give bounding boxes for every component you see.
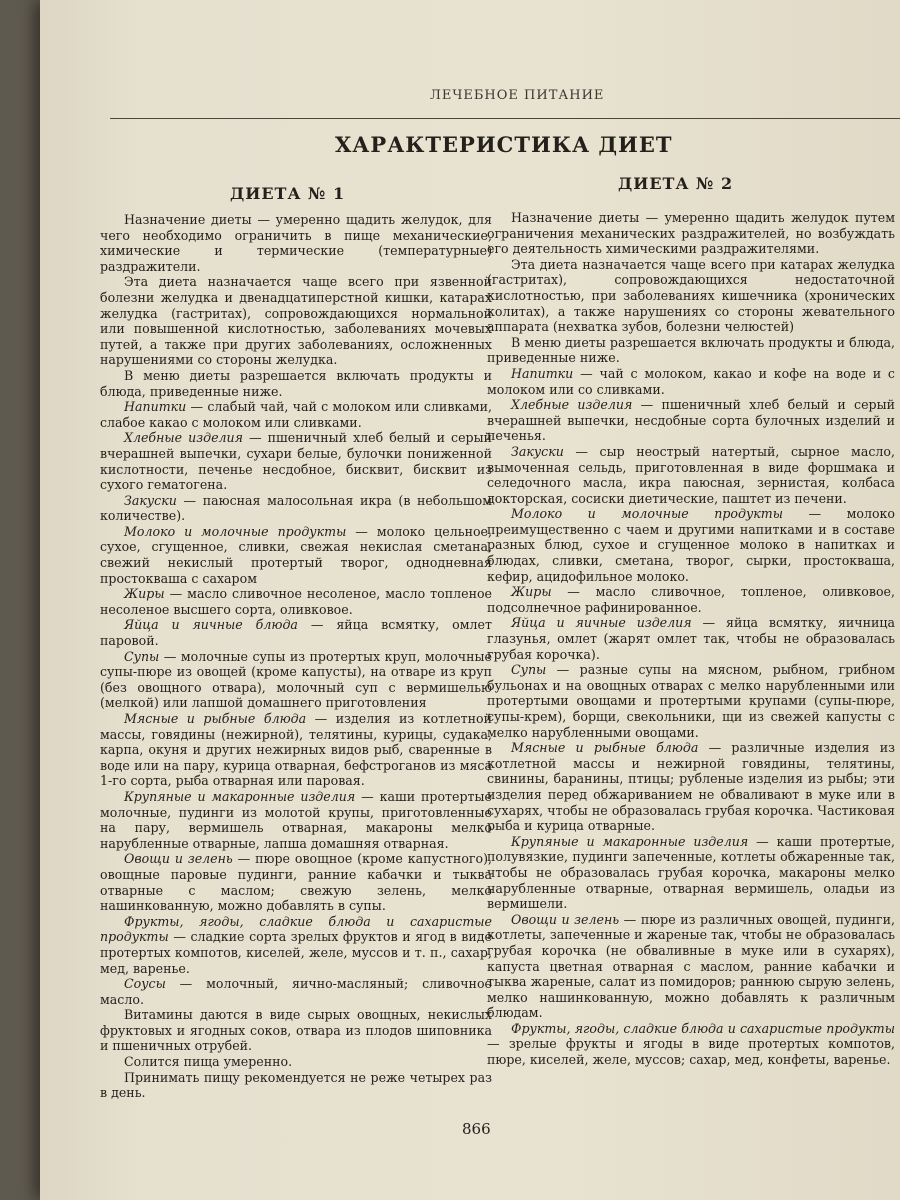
paragraph-term: Супы	[511, 662, 547, 678]
paragraph	[487, 366, 895, 397]
paragraph-term: Жиры	[124, 586, 165, 602]
paragraph-text: — слабый чай, чай с молоком или сливками, слабое какао с молоком или сливками.	[100, 399, 492, 430]
diet-2-heading: ДИЕТА № 2	[618, 174, 734, 193]
paragraph	[100, 1007, 492, 1054]
paragraph	[100, 649, 492, 711]
paragraph-term: Супы	[124, 648, 160, 664]
paragraph-text: — сладкие сорта зрелых фруктов и ягод в виде протертых компотов, киселей, желе, муссов и т. п., сахар, мед, варенье.	[100, 929, 492, 976]
paragraph-text: — разные супы на мясном, рыбном, грибном бульонах и на овощных отварах с мелко нарубленными или протертыми овощами и протертыми крупами (супы-пюре, супы-крем), борщи, свекольники, щи из свежей капусты с мелко нарубленными овощами.	[487, 662, 895, 740]
paragraph	[100, 524, 492, 586]
paragraph-text: — молочные супы из протертых круп, молочные супы-пюре из овощей (кроме капусты), на отваре из круп (без овощного отвара), молочный суп с вермишелью (мелкой) или лапшой домашнего приготовления	[100, 648, 492, 711]
paragraph-term: Молоко и молочные продукты	[124, 523, 347, 539]
paragraph-text: — каши протертые молочные, пудинги из молотой крупы, приготовленные на пару, вермишель отварная, макароны мелко нарубленные отварные, лапша домашняя отварная.	[100, 788, 492, 851]
paragraph-text: — зрелые фрукты и ягоды в виде протертых компотов, пюре, киселей, желе, муссов; сахар, мед, конфеты, варенье.	[487, 1036, 895, 1068]
paragraph-text: — пшеничный хлеб белый и серый вчерашней выпечки, сухари белые, булочки пониженной кислотности, печенье несдобное, бисквит, бисквит из сухого гематогена.	[100, 430, 493, 493]
paragraph-term: Жиры	[511, 584, 552, 600]
paragraph-text: — чай с молоком, какао и кофе на воде и с молоком или со сливками.	[487, 365, 895, 397]
paragraph-term: Овощи и зелень	[124, 851, 233, 867]
paragraph-text: — пшеничный хлеб белый и серый вчерашней выпечки, несдобные сорта булочных изделий и печенья.	[487, 397, 896, 444]
paragraph	[487, 834, 895, 912]
paragraph-term: Закуски	[124, 492, 177, 508]
paragraph-text: В меню диеты разрешается включать продукты и блюда, приведенные ниже.	[100, 367, 492, 399]
paragraph	[487, 210, 895, 257]
paragraph-text: — паюсная малосольная икра (в небольшом количестве).	[100, 492, 492, 524]
paragraph	[100, 274, 492, 368]
paragraph	[487, 335, 895, 366]
paragraph-text: — масло сливочное несоленое, масло топленое несоленое высшего сорта, оливковое.	[100, 586, 492, 617]
paragraph-text: Назначение диеты — умеренно щадить желудок путем ограничения механических раздражителей, но возбуждать его деятельность химическими раздражителями.	[487, 210, 895, 257]
paragraph-term: Мясные и рыбные блюда	[511, 740, 699, 756]
paragraph	[100, 976, 492, 1007]
paragraph-term: Мясные и рыбные блюда	[124, 711, 307, 726]
paragraph	[100, 1070, 492, 1101]
paragraph	[487, 397, 895, 444]
paragraph-term: Закуски	[511, 443, 564, 459]
paragraph-text: — молоко преимущественно с чаем и другими напитками и в составе разных блюд, сухое и сгущенное молоко в напитках и блюдах, сливки, сметана, творог, сырки, простокваша, кефир, ацидофильное молоко.	[487, 506, 895, 584]
paragraph	[100, 399, 492, 430]
paragraph-text: — молочный, яично-масляный; сливочное масло.	[100, 976, 492, 1007]
paragraph-text: — яйца всмятку, омлет паровой.	[100, 617, 492, 649]
paragraph-text: — пюре овощное (кроме капустного), овощные паровые пудинги, ранние кабачки и тыква отварные с маслом; свежую зелень, мелко нашинкованную, можно добавлять в супы.	[100, 851, 492, 914]
paragraph	[487, 257, 895, 335]
paragraph	[100, 617, 492, 648]
paragraph	[100, 851, 492, 913]
paragraph	[100, 212, 492, 274]
page-title: ХАРАКТЕРИСТИКА ДИЕТ	[335, 132, 673, 157]
paragraph	[487, 912, 895, 1021]
paragraph-term: Соусы	[124, 976, 166, 992]
paragraph-text: — масло сливочное, топленое, оливковое, подсолнечное рафинированное.	[487, 584, 895, 615]
paragraph	[100, 914, 492, 976]
paragraph-term: Молоко и молочные продукты	[511, 506, 783, 522]
paragraph-text: Эта диета назначается чаще всего при катарах желудка (гастритах), сопровождающихся недостаточной кислотностью, при заболеваниях кишечника (хронических колитах), а также нарушениях со стороны жевательного аппарата (нехватка зубов, болезни челюстей)	[487, 256, 895, 335]
paragraph-term: Крупяные и макаронные изделия	[124, 788, 356, 804]
paragraph-term: Овощи и зелень	[511, 911, 620, 927]
paragraph	[100, 1054, 492, 1070]
paragraph-term: Яйца и яичные блюда	[124, 617, 298, 633]
running-head: ЛЕЧЕБНОЕ ПИТАНИЕ	[430, 88, 605, 103]
paragraph-text: — яйца всмятку, яичница глазунья, омлет (жарят омлет так, чтобы не образовалась грубая корочка).	[487, 615, 895, 662]
paragraph-term: Хлебные изделия	[511, 397, 633, 413]
paragraph	[487, 1021, 895, 1068]
paragraph-term: Хлебные изделия	[124, 430, 244, 446]
paragraph	[487, 506, 895, 584]
paragraph-text: — сыр неострый натертый, сырное масло, вымоченная сельдь, приготовленная в виде форшмака и селедочного масла, икра паюсная, зернистая, колбаса докторская, сосиски диетические, паштет из печени.	[487, 443, 895, 506]
paragraph-term: Яйца и яичные изделия	[511, 615, 692, 631]
paragraph-term: Фрукты, ягоды, сладкие блюда и сахаристые продукты	[511, 1020, 895, 1036]
paragraph	[100, 430, 492, 492]
diet-1-heading: ДИЕТА № 1	[230, 184, 346, 203]
header-rule	[110, 118, 900, 119]
diet-1-column	[100, 212, 492, 1101]
paragraph-text: Принимать пищу рекомендуется не реже четырех раз в день.	[100, 1069, 492, 1101]
paragraph	[487, 584, 895, 615]
paragraph	[100, 368, 492, 399]
paragraph-text: Эта диета назначается чаще всего при язвенной болезни желудка и двенадцатиперстной кишки, катарах желудка (гастритах), сопровождающихся нормальной или повышенной кислотностью, заболеваниях мочевых путей, а также при других заболеваниях, осложненных нарушениями со стороны желудка.	[100, 274, 492, 368]
paragraph-text: — изделия из котлетной массы, говядины (нежирной), телятины, курицы, судака, карпа, окуня и других нежирных видов рыб, сваренные в воде или на пару, курица отварная, бефстроганов из мяса 1-го сорта, рыба отварная или паровая.	[100, 711, 492, 789]
paragraph	[487, 444, 895, 506]
paragraph	[487, 615, 895, 662]
paragraph-term: Напитки	[124, 399, 187, 415]
paragraph-text: Солится пища умеренно.	[124, 1054, 293, 1070]
paragraph-text: В меню диеты разрешается включать продукты и блюда, приведенные ниже.	[487, 334, 895, 366]
paragraph-term: Напитки	[511, 365, 574, 381]
book-page	[40, 0, 900, 1200]
paragraph-text: — молоко цельное, сухое, сгущенное, сливки, свежая некислая сметана, свежий некислый протертый творог, однодневная простокваша с сахаром	[100, 523, 493, 586]
paragraph	[100, 711, 492, 789]
paragraph	[100, 789, 492, 851]
paragraph	[100, 493, 492, 524]
paragraph-text: Витамины даются в виде сырых овощных, некислых фруктовых и ягодных соков, отвара из плодов шиповника и пшеничных отрубей.	[100, 1007, 492, 1054]
paragraph-text: Назначение диеты — умеренно щадить желудок, для чего необходимо ограничить в пище механические, химические и термические (температурные) раздражители.	[100, 212, 492, 274]
paragraph-term: Крупяные и макаронные изделия	[511, 833, 749, 849]
paragraph	[487, 662, 895, 740]
paragraph-text: — пюре из различных овощей, пудинги, котлеты, запеченные и жареные так, чтобы не образовалась грубая корочка (не обваливные в муке или в сухарях), капуста цветная отварная с маслом, ранние кабачки и тыква жареные, салат из помидоров; раннюю сырую зелень, мелко нашинкованную, можно добавлять к различным блюдам.	[487, 911, 895, 1021]
diet-2-column	[487, 210, 895, 1068]
paragraph	[487, 740, 895, 834]
paragraph-text: — различные изделия из котлетной массы и нежирной говядины, телятины, свинины, баранины, птицы; рубленые изделия из рыбы; эти изделия перед обжариванием не обваливают в муке или в сухарях, чтобы не образовалась грубая корочка. Частиковая рыба и курица отварные.	[487, 740, 895, 834]
page-number: 866	[462, 1120, 491, 1138]
paragraph	[100, 586, 492, 617]
paragraph-term: Фрукты, ягоды, сладкие блюда и сахаристые продукты	[100, 913, 492, 945]
paragraph-text: — каши протертые, полувязкие, пудинги запеченные, котлеты обжаренные так, чтобы не образовалась грубая корочка, макароны мелко нарубленные отварные, отварная вермишель, оладьи из вермишели.	[487, 833, 895, 912]
